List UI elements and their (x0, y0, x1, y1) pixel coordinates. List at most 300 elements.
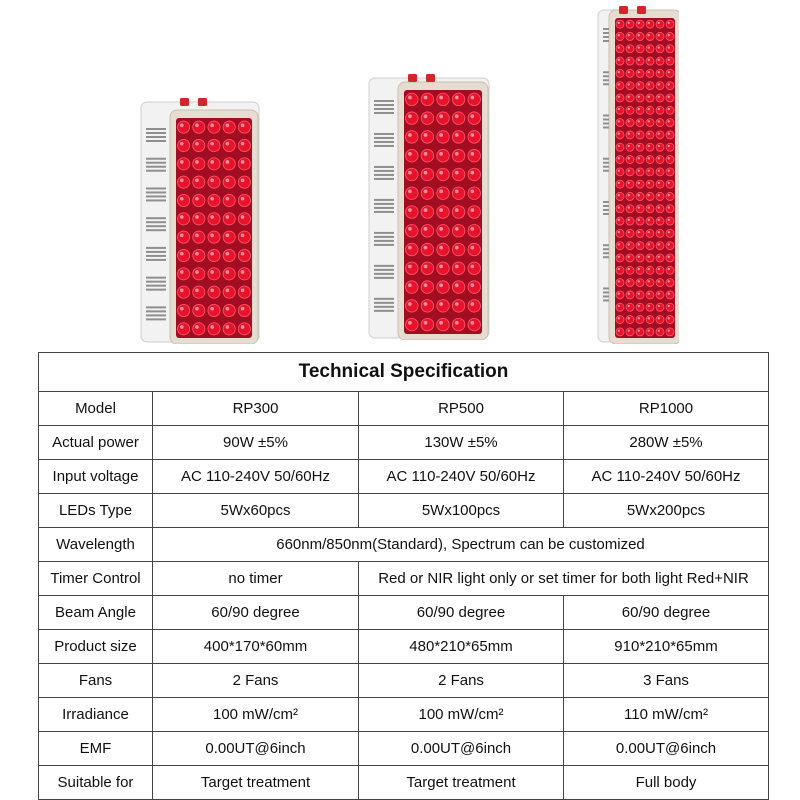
led-highlight (226, 234, 230, 238)
led-highlight (470, 114, 474, 118)
led-bulb (636, 57, 644, 65)
led-bulb (666, 106, 674, 114)
row-input-voltage (39, 460, 769, 494)
vent-slot (374, 207, 394, 209)
row-beam-angle (39, 596, 769, 630)
rp1000-device-graphic (597, 4, 679, 344)
led-bulb (636, 192, 644, 200)
led-bulb (656, 316, 664, 324)
led-bulb (193, 139, 205, 151)
cell-rp300: Target treatment (153, 766, 359, 800)
led-bulb (616, 143, 624, 151)
led-highlight (455, 246, 459, 250)
led-bulb (656, 291, 664, 299)
led-highlight (648, 219, 650, 221)
led-highlight (470, 302, 474, 306)
led-bulb (421, 262, 433, 274)
led-bulb (626, 217, 634, 225)
led-highlight (648, 280, 650, 282)
row-label: LEDs Type (39, 494, 153, 528)
led-highlight (668, 317, 670, 319)
led-highlight (658, 133, 660, 135)
led-highlight (180, 215, 184, 219)
led-bulb (238, 304, 250, 316)
led-highlight (638, 231, 640, 233)
vent-slot (374, 133, 394, 135)
led-bulb (646, 106, 654, 114)
led-highlight (638, 317, 640, 319)
vent-slot (146, 310, 166, 312)
led-highlight (638, 157, 640, 159)
led-highlight (180, 234, 184, 238)
led-bulb (193, 323, 205, 335)
led-bulb (646, 69, 654, 77)
led-bulb (193, 286, 205, 298)
vent-slot (146, 281, 166, 283)
led-bulb (666, 20, 674, 28)
led-bulb (616, 168, 624, 176)
led-highlight (668, 268, 670, 270)
led-bulb (421, 225, 433, 237)
cell-merged-rp500-rp1000: Red or NIR light only or set timer for both light Red+NIR (359, 562, 769, 596)
vent-slot (603, 244, 609, 246)
led-bulb (437, 149, 449, 161)
led-bulb (616, 217, 624, 225)
cell-rp1000: AC 110-240V 50/60Hz (564, 460, 769, 494)
cell-rp500: 480*210*65mm (359, 630, 564, 664)
led-bulb (178, 139, 190, 151)
cell-rp300: RP300 (153, 392, 359, 426)
led-highlight (618, 59, 620, 61)
vent-slot (374, 174, 394, 176)
led-highlight (424, 152, 428, 156)
led-highlight (210, 252, 214, 256)
led-bulb (616, 242, 624, 250)
led-highlight (210, 124, 214, 128)
vent-slot (374, 240, 394, 242)
led-highlight (658, 280, 660, 282)
led-bulb (656, 57, 664, 65)
led-bulb (636, 328, 644, 336)
led-bulb (666, 168, 674, 176)
vent-slot (374, 178, 394, 180)
led-bulb (238, 121, 250, 133)
led-bulb (636, 45, 644, 53)
led-bulb (656, 180, 664, 188)
row-timer-control (39, 562, 769, 596)
vent-slot (374, 112, 394, 114)
led-highlight (439, 283, 443, 287)
led-bulb (223, 121, 235, 133)
led-bulb (656, 143, 664, 151)
cell-rp500: 5Wx100pcs (359, 494, 564, 528)
vent-slot (603, 248, 609, 250)
led-highlight (195, 234, 199, 238)
led-highlight (658, 34, 660, 36)
led-highlight (668, 243, 670, 245)
led-highlight (628, 305, 630, 307)
led-bulb (437, 262, 449, 274)
led-bulb (646, 217, 654, 225)
led-highlight (628, 268, 630, 270)
vent-slot (603, 295, 609, 297)
led-bulb (666, 156, 674, 164)
led-bulb (437, 168, 449, 180)
led-highlight (638, 219, 640, 221)
led-bulb (636, 119, 644, 127)
led-highlight (195, 197, 199, 201)
vent-slot (146, 136, 166, 138)
led-bulb (406, 187, 418, 199)
led-highlight (658, 120, 660, 122)
led-bulb (437, 131, 449, 143)
led-highlight (408, 189, 412, 193)
led-highlight (638, 83, 640, 85)
led-bulb (646, 131, 654, 139)
led-bulb (666, 180, 674, 188)
led-highlight (638, 133, 640, 135)
led-highlight (241, 307, 245, 311)
led-highlight (241, 234, 245, 238)
led-bulb (666, 192, 674, 200)
row-label: Irradiance (39, 698, 153, 732)
led-highlight (439, 321, 443, 325)
led-bulb (626, 229, 634, 237)
led-highlight (648, 231, 650, 233)
led-highlight (408, 171, 412, 175)
led-highlight (424, 171, 428, 175)
vent-slot (146, 221, 166, 223)
led-highlight (408, 302, 412, 306)
led-bulb (666, 69, 674, 77)
led-bulb (626, 192, 634, 200)
led-bulb (468, 187, 480, 199)
specification-table (38, 352, 769, 800)
led-bulb (468, 112, 480, 124)
led-bulb (208, 286, 220, 298)
led-highlight (648, 145, 650, 147)
vent-slot (603, 36, 609, 38)
led-highlight (618, 96, 620, 98)
led-bulb (656, 266, 664, 274)
led-bulb (178, 304, 190, 316)
led-highlight (408, 246, 412, 250)
led-bulb (406, 149, 418, 161)
led-highlight (668, 305, 670, 307)
led-bulb (616, 106, 624, 114)
led-highlight (424, 114, 428, 118)
led-highlight (638, 329, 640, 331)
led-highlight (618, 329, 620, 331)
led-highlight (439, 246, 443, 250)
led-highlight (628, 219, 630, 221)
led-highlight (180, 289, 184, 293)
led-bulb (636, 254, 644, 262)
led-highlight (658, 231, 660, 233)
led-highlight (424, 321, 428, 325)
led-highlight (424, 246, 428, 250)
led-bulb (616, 69, 624, 77)
led-bulb (666, 303, 674, 311)
vent-slot (603, 28, 609, 30)
led-bulb (406, 300, 418, 312)
led-bulb (468, 131, 480, 143)
led-highlight (628, 120, 630, 122)
led-bulb (452, 225, 464, 237)
led-highlight (424, 227, 428, 231)
led-bulb (238, 231, 250, 243)
led-bulb (437, 300, 449, 312)
led-highlight (648, 83, 650, 85)
led-bulb (208, 139, 220, 151)
vent-slot (603, 83, 609, 85)
led-bulb (626, 205, 634, 213)
led-bulb (208, 249, 220, 261)
vent-slot (603, 40, 609, 42)
led-highlight (424, 265, 428, 269)
vent-slot (603, 71, 609, 73)
vent-slot (374, 273, 394, 275)
vent-slot (374, 232, 394, 234)
led-highlight (658, 169, 660, 171)
led-highlight (628, 329, 630, 331)
cell-merged-all: 660nm/850nm(Standard), Spectrum can be customized (153, 528, 769, 562)
led-highlight (226, 124, 230, 128)
led-highlight (648, 108, 650, 110)
led-highlight (195, 252, 199, 256)
led-highlight (424, 96, 428, 100)
vent-slot (146, 251, 166, 253)
led-highlight (618, 120, 620, 122)
led-highlight (618, 280, 620, 282)
led-highlight (439, 114, 443, 118)
led-bulb (223, 194, 235, 206)
vent-slot (146, 199, 166, 201)
led-bulb (193, 158, 205, 170)
led-highlight (648, 59, 650, 61)
led-bulb (636, 20, 644, 28)
led-highlight (658, 219, 660, 221)
led-bulb (656, 45, 664, 53)
led-highlight (658, 329, 660, 331)
led-highlight (648, 120, 650, 122)
vent-slot (374, 236, 394, 238)
led-bulb (646, 119, 654, 127)
vent-slot (603, 122, 609, 124)
led-bulb (656, 303, 664, 311)
led-highlight (638, 34, 640, 36)
led-bulb (452, 93, 464, 105)
vent-slot (603, 205, 609, 207)
led-bulb (636, 82, 644, 90)
led-bulb (616, 180, 624, 188)
led-bulb (626, 303, 634, 311)
led-bulb (656, 82, 664, 90)
led-highlight (668, 293, 670, 295)
led-highlight (618, 256, 620, 258)
led-bulb (223, 139, 235, 151)
led-highlight (210, 289, 214, 293)
led-highlight (455, 96, 459, 100)
led-bulb (636, 143, 644, 151)
led-highlight (648, 305, 650, 307)
cell-rp1000: 3 Fans (564, 664, 769, 698)
led-bulb (646, 266, 654, 274)
vent-slot (146, 187, 166, 189)
row-label: Timer Control (39, 562, 153, 596)
led-bulb (636, 303, 644, 311)
led-lens-area (615, 18, 675, 338)
led-highlight (210, 160, 214, 164)
led-bulb (452, 318, 464, 330)
led-bulb (468, 262, 480, 274)
led-bulb (193, 121, 205, 133)
led-bulb (223, 286, 235, 298)
led-highlight (241, 142, 245, 146)
led-bulb (656, 217, 664, 225)
led-highlight (618, 169, 620, 171)
led-bulb (223, 268, 235, 280)
vent-slot (146, 229, 166, 231)
vent-slot (603, 256, 609, 258)
led-bulb (636, 205, 644, 213)
led-highlight (241, 270, 245, 274)
led-bulb (666, 82, 674, 90)
led-bulb (626, 32, 634, 40)
led-highlight (180, 124, 184, 128)
led-bulb (238, 286, 250, 298)
led-bulb (636, 266, 644, 274)
led-highlight (618, 71, 620, 73)
led-bulb (421, 243, 433, 255)
led-bulb (178, 323, 190, 335)
power-switch-icon (180, 98, 189, 106)
led-bulb (406, 131, 418, 143)
led-highlight (180, 307, 184, 311)
led-highlight (618, 268, 620, 270)
vent-slot (374, 145, 394, 147)
led-bulb (646, 279, 654, 287)
led-highlight (628, 133, 630, 135)
led-bulb (646, 168, 654, 176)
led-highlight (470, 133, 474, 137)
led-bulb (636, 156, 644, 164)
led-bulb (452, 149, 464, 161)
vent-slot (146, 277, 166, 279)
vent-slot (146, 170, 166, 172)
led-bulb (646, 242, 654, 250)
cell-rp300: AC 110-240V 50/60Hz (153, 460, 359, 494)
led-bulb (223, 158, 235, 170)
led-bulb (666, 32, 674, 40)
led-bulb (646, 303, 654, 311)
led-bulb (646, 82, 654, 90)
led-bulb (616, 328, 624, 336)
led-highlight (618, 243, 620, 245)
led-highlight (241, 252, 245, 256)
led-highlight (628, 145, 630, 147)
led-highlight (658, 96, 660, 98)
led-bulb (238, 213, 250, 225)
vent-slot (146, 289, 166, 291)
led-bulb (223, 231, 235, 243)
vent-slot (374, 199, 394, 201)
led-bulb (616, 57, 624, 65)
led-highlight (668, 71, 670, 73)
led-bulb (178, 158, 190, 170)
led-highlight (241, 215, 245, 219)
led-bulb (646, 143, 654, 151)
vent-slot (374, 310, 394, 312)
cell-rp1000: 110 mW/cm² (564, 698, 769, 732)
led-bulb (178, 286, 190, 298)
led-highlight (195, 307, 199, 311)
led-highlight (455, 189, 459, 193)
led-highlight (226, 160, 230, 164)
vent-slot (603, 299, 609, 301)
cell-rp300: 90W ±5% (153, 426, 359, 460)
led-bulb (452, 206, 464, 218)
led-bulb (646, 94, 654, 102)
led-bulb (646, 180, 654, 188)
led-bulb (193, 213, 205, 225)
led-bulb (238, 249, 250, 261)
led-bulb (437, 112, 449, 124)
led-bulb (656, 106, 664, 114)
vent-slot (374, 211, 394, 213)
led-highlight (455, 133, 459, 137)
led-bulb (626, 328, 634, 336)
led-bulb (626, 57, 634, 65)
cell-rp1000: 60/90 degree (564, 596, 769, 630)
led-highlight (668, 22, 670, 24)
led-highlight (455, 171, 459, 175)
led-highlight (210, 142, 214, 146)
row-emf (39, 732, 769, 766)
row-model (39, 392, 769, 426)
led-highlight (648, 256, 650, 258)
led-bulb (223, 176, 235, 188)
led-bulb (626, 69, 634, 77)
led-highlight (658, 157, 660, 159)
led-highlight (668, 219, 670, 221)
cell-rp1000: Full body (564, 766, 769, 800)
led-highlight (638, 194, 640, 196)
led-bulb (656, 205, 664, 213)
led-bulb (616, 82, 624, 90)
cell-rp500: 0.00UT@6inch (359, 732, 564, 766)
row-leds-type (39, 494, 769, 528)
led-highlight (455, 208, 459, 212)
led-highlight (668, 206, 670, 208)
led-bulb (452, 168, 464, 180)
led-highlight (668, 96, 670, 98)
vent-slot (603, 252, 609, 254)
led-highlight (648, 329, 650, 331)
led-bulb (208, 268, 220, 280)
led-highlight (618, 206, 620, 208)
led-bulb (616, 229, 624, 237)
vent-slot (374, 166, 394, 168)
led-bulb (666, 94, 674, 102)
power-switch-icon (619, 6, 628, 14)
led-highlight (668, 280, 670, 282)
led-bulb (193, 268, 205, 280)
led-highlight (658, 317, 660, 319)
led-bulb (421, 206, 433, 218)
led-bulb (468, 168, 480, 180)
vent-slot (603, 287, 609, 289)
